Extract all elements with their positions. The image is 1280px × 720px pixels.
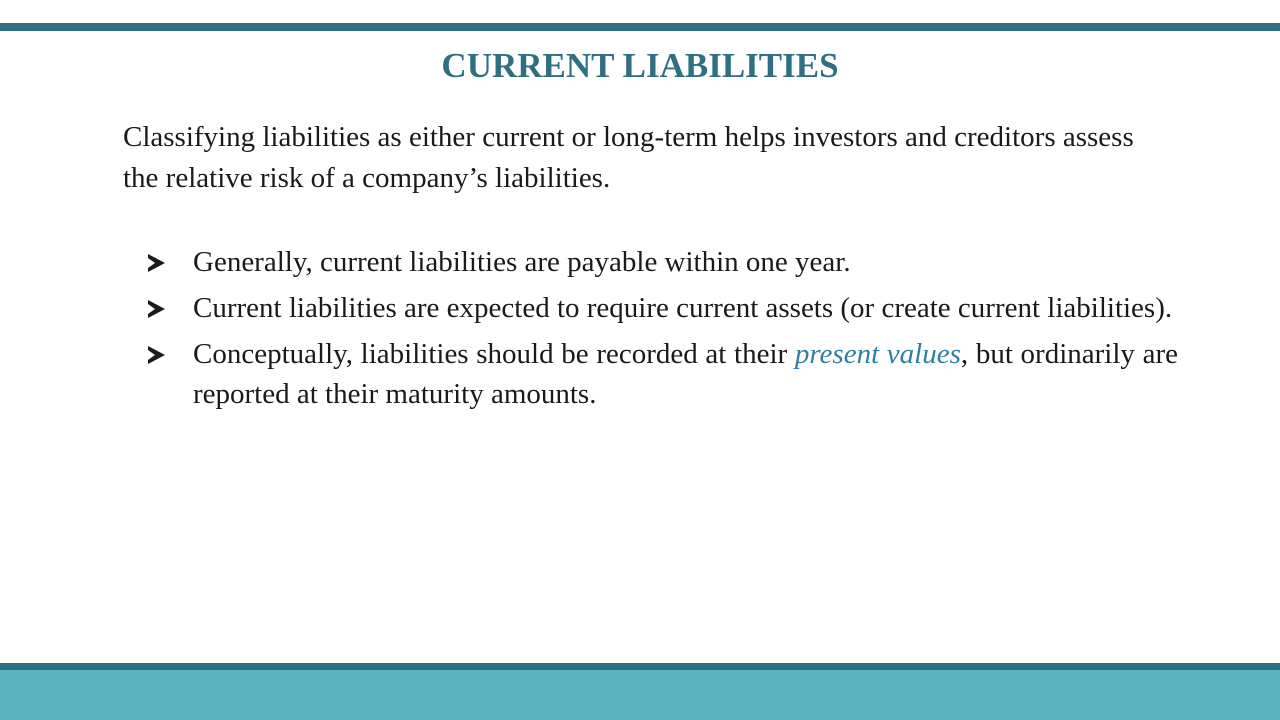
footer-band <box>0 670 1280 720</box>
bullet-text: Current liabilities are expected to require current assets (or create current liabilities). <box>193 292 1173 324</box>
arrow-bullet-icon <box>148 254 165 272</box>
arrow-bullet-icon <box>148 300 165 318</box>
bullet-item <box>148 288 1178 328</box>
bullet-item <box>148 242 1178 282</box>
highlighted-term: present values <box>794 338 961 370</box>
slide-title: CURRENT LIABILITIES <box>441 46 839 85</box>
top-accent-bar <box>0 23 1280 31</box>
bullet-text-after: , but ordinarily are reported at their maturity amounts. <box>193 338 1178 410</box>
bottom-accent-line <box>0 663 1280 670</box>
intro-paragraph: Classifying liabilities as either current or long-term helps investors and creditors assess the relative risk of a company’s liabilities. <box>123 121 1134 194</box>
bullet-text: Generally, current liabilities are payable within one year. <box>193 246 851 278</box>
bullet-text-before: Conceptually, liabilities should be recorded at their <box>193 338 795 370</box>
bullet-list <box>148 242 1178 420</box>
bullet-item <box>148 334 1178 414</box>
arrow-bullet-icon <box>148 346 165 364</box>
